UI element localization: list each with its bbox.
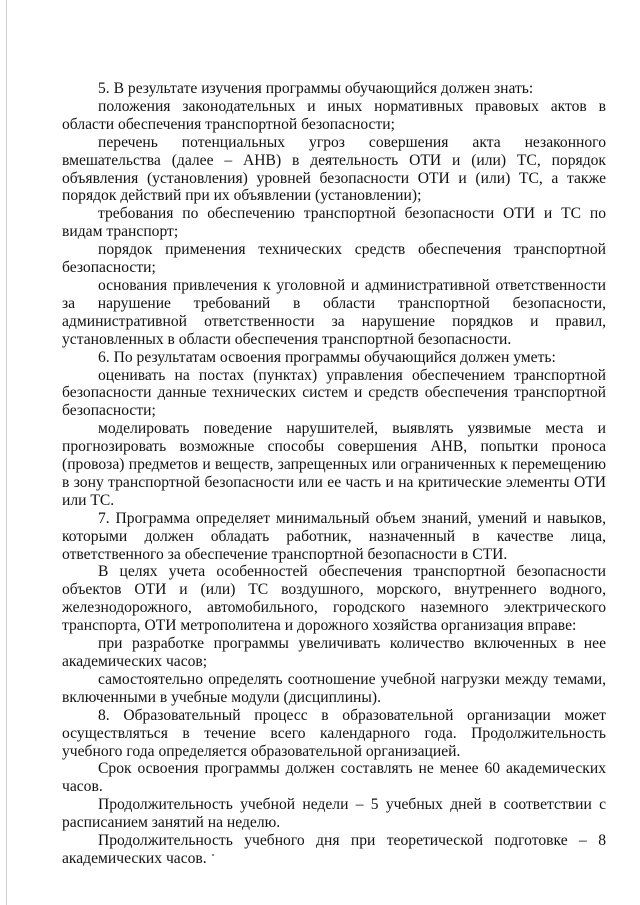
week-duration: Продолжительность учебной недели – 5 учебных дней в соответствии с расписанием занятий на неделю. [62, 796, 606, 832]
know-item-liability: основания привлечения к уголовной и административной ответственности за нарушение требований в области транспортной безопасности, административной ответственности за нарушение порядков и правил, установленных в области обеспечения транспортной безопасности. [62, 276, 606, 348]
day-duration: Продолжительность учебного дня при теоретической подготовке – 8 академических часов. [62, 832, 606, 867]
know-item-technical-means: порядок применения технических средств обеспечения транспортной безопасности; [62, 241, 606, 277]
know-item-threats-list: перечень потенциальных угроз совершения акта незаконного вмешательства (далее – АНВ) в деятельность ОТИ и (или) ТС, порядок объявления (установления) уровней безопасности ОТИ и (или) ТС, а также порядок действий при их объявлении (установлении); [62, 133, 606, 205]
right-item-workload: самостоятельно определять соотношение учебной нагрузки между темами, включенными в учебные модули (дисциплины). [62, 670, 606, 706]
section-8-paragraph: 8. Образовательный процесс в образовательной организации может осуществляться в течение всего календарного года. Продолжительность учебного года определяется образовательной организацией. [62, 706, 606, 760]
document-body [62, 80, 606, 868]
know-item-requirements: требования по обеспечению транспортной безопасности ОТИ и ТС по видам транспорт; [62, 205, 606, 241]
skill-item-model: моделировать поведение нарушителей, выявлять уязвимые места и прогнозировать возможные способы совершения АНВ, попытки проноса (провоза) предметов и веществ, запрещенных или ограниченных к перемещению в зону транспортной безопасности или ее часть и на критические элементы ОТИ или ТС. [62, 420, 606, 509]
page-edge-shadow [6, 0, 7, 905]
section-7-paragraph: 7. Программа определяет минимальный объем знаний, умений и навыков, которыми должен обладать работник, назначенный в качестве лица, ответственного за обеспечение транспортной безопасности в СТИ. [62, 509, 606, 563]
know-item-legal-acts: положения законодательных и иных нормативных правовых актов в области обеспечения транспортной безопасности; [62, 97, 606, 133]
section-6-heading: 6. По результатам освоения программы обучающийся должен уметь: [98, 348, 556, 366]
right-item-increase-hours: при разработке программы увеличивать количество включенных в нее академических часов; [62, 635, 606, 670]
section-5-heading: 5. В результате изучения программы обучающийся должен знать: [98, 80, 534, 97]
section-7-features: В целях учета особенностей обеспечения транспортной безопасности объектов ОТИ и (или) ТС воздушного, морского, внутреннего водного, железнодорожного, автомобильного, городского наземного электрического транспорта, ОТИ метрополитена и дорожного хозяйства организация вправе: [62, 563, 606, 635]
scan-dot [212, 854, 214, 856]
program-duration: Срок освоения программы должен составлять не менее 60 академических часов. [62, 760, 606, 796]
skill-item-evaluate: оценивать на постах (пунктах) управления обеспечением транспортной безопасности данные технических систем и средств обеспечения транспортной безопасности; [62, 366, 606, 420]
